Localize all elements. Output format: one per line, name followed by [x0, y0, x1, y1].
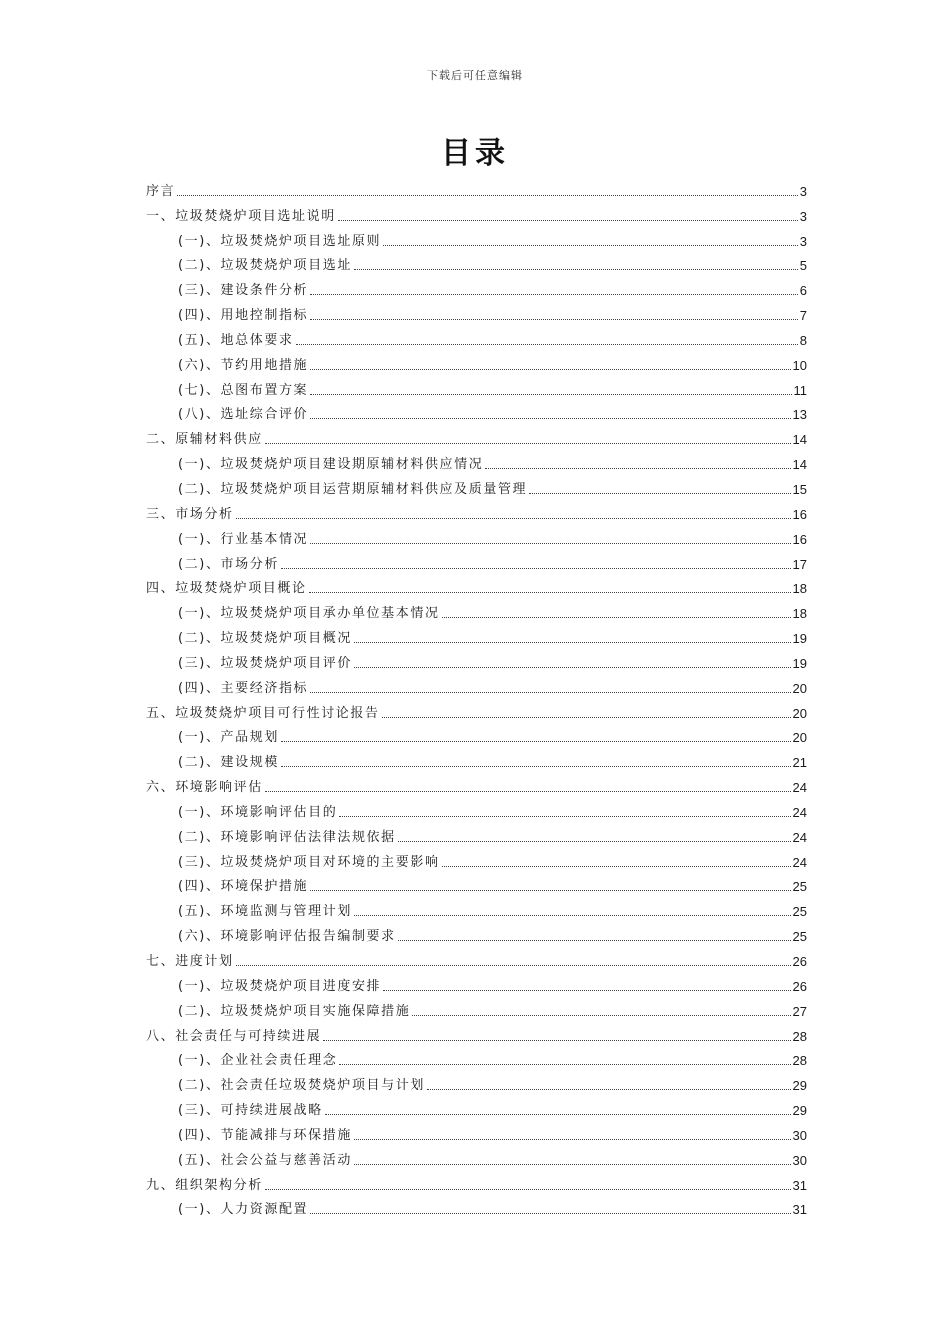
toc-entry[interactable] [146, 548, 807, 573]
toc-entry[interactable] [146, 349, 807, 374]
dot-leader [485, 468, 790, 469]
dot-leader [383, 990, 790, 991]
dot-leader [529, 493, 790, 494]
toc-entry-label: (一)、垃圾焚烧炉项目承办单位基本情况 [178, 606, 440, 622]
toc-entry-page: 26 [792, 954, 807, 969]
dot-leader [281, 741, 791, 742]
toc-entry-label: (五)、地总体要求 [178, 332, 294, 348]
toc-entry[interactable] [146, 722, 807, 747]
toc-entry[interactable] [146, 1144, 807, 1169]
toc-entry-label: (二)、垃圾焚烧炉项目选址 [178, 258, 352, 274]
toc-entry-page: 15 [792, 481, 807, 497]
toc-entry-page: 26 [792, 978, 807, 994]
toc-entry-page: 24 [792, 854, 807, 870]
toc-entry-page: 28 [792, 1053, 807, 1069]
toc-entry-label: (二)、建设规模 [178, 755, 279, 771]
toc-entry[interactable] [146, 647, 807, 672]
toc-entry-page: 14 [792, 432, 807, 448]
toc-entry-label: 九、组织架构分析 [146, 1177, 263, 1193]
toc-entry[interactable] [146, 895, 807, 920]
dot-leader [325, 1114, 791, 1115]
dot-leader [427, 1089, 791, 1090]
toc-title: 目录 [441, 136, 509, 171]
toc-entry-label: (四)、用地控制指标 [178, 308, 309, 324]
dot-leader [412, 1015, 790, 1016]
toc-entry[interactable] [146, 1045, 807, 1070]
toc-entry[interactable] [146, 970, 807, 995]
toc-entry-page: 24 [792, 829, 807, 845]
toc-entry-page: 6 [799, 283, 807, 299]
toc-entry-label: (一)、环境影响评估目的 [178, 804, 338, 820]
toc-entry[interactable] [146, 1094, 807, 1119]
toc-entry-page: 21 [792, 755, 807, 771]
toc-entry-page: 19 [792, 655, 807, 671]
toc-entry[interactable] [146, 374, 807, 399]
dot-leader [354, 915, 791, 916]
toc-entry-page: 25 [792, 929, 807, 945]
dot-leader [354, 667, 791, 668]
dot-leader [398, 841, 791, 842]
toc-entry[interactable] [146, 573, 807, 598]
toc-entry[interactable] [146, 399, 807, 424]
dot-leader [296, 344, 798, 345]
dot-leader [281, 568, 791, 569]
toc-entry-label: (一)、行业基本情况 [178, 531, 309, 547]
dot-leader [310, 890, 790, 891]
toc-entry[interactable] [146, 871, 807, 896]
dot-leader [310, 294, 798, 295]
toc-entry-label: (八)、选址综合评价 [178, 407, 309, 423]
toc-entry-page: 25 [792, 879, 807, 895]
toc-entry[interactable] [146, 995, 807, 1020]
toc-entry-label: (七)、总图布置方案 [178, 382, 309, 398]
toc-entry-page: 29 [792, 1078, 807, 1094]
toc-entry-page: 28 [792, 1028, 807, 1044]
toc-entry-page: 3 [799, 208, 807, 224]
toc-entry-label: (一)、垃圾焚烧炉项目进度安排 [178, 978, 382, 994]
toc-entry-label: (二)、垃圾焚烧炉项目实施保障措施 [178, 1003, 411, 1019]
dot-leader [236, 518, 791, 519]
toc-entry[interactable] [146, 796, 807, 821]
toc-entry-label: 六、环境影响评估 [146, 780, 263, 796]
page-header: 下载后可任意编辑 [427, 69, 523, 82]
toc-entry-label: 五、垃圾焚烧炉项目可行性讨论报告 [146, 705, 380, 721]
dot-leader [310, 394, 791, 395]
toc-entry-page: 18 [792, 606, 807, 622]
toc-entry-page: 10 [792, 357, 807, 373]
toc-entry-label: 八、社会责任与可持续进展 [146, 1028, 322, 1044]
toc-entry[interactable] [146, 274, 807, 299]
toc-entry-page: 5 [799, 258, 807, 274]
toc-entry-page: 24 [792, 780, 807, 796]
dot-leader [310, 418, 790, 419]
toc-entry[interactable] [146, 299, 807, 324]
toc-entry-page: 16 [792, 531, 807, 547]
toc-entry-page: 30 [792, 1152, 807, 1168]
dot-leader [339, 816, 790, 817]
toc-entry-label: (三)、建设条件分析 [178, 283, 309, 299]
toc-entry-label: (二)、市场分析 [178, 556, 279, 572]
toc-entry-page: 13 [792, 407, 807, 423]
dot-leader [281, 766, 791, 767]
toc-entry-page: 31 [792, 1202, 807, 1218]
toc-entry-label: (四)、主要经济指标 [178, 680, 309, 696]
dot-leader [382, 717, 791, 718]
toc-entry-label: 二、原辅材料供应 [146, 432, 263, 448]
toc-entry-page: 30 [792, 1127, 807, 1143]
toc-entry[interactable] [146, 1194, 807, 1219]
toc-entry-page: 25 [792, 904, 807, 920]
toc-entry-page: 3 [799, 233, 807, 249]
toc-entry-label: (五)、环境监测与管理计划 [178, 904, 352, 920]
dot-leader [323, 1040, 790, 1041]
dot-leader [265, 443, 791, 444]
dot-leader [354, 269, 798, 270]
toc-entry[interactable] [146, 1020, 807, 1045]
toc-entry-label: (一)、企业社会责任理念 [178, 1053, 338, 1069]
toc-entry-label: (三)、可持续进展战略 [178, 1103, 323, 1119]
toc-entry-page: 29 [792, 1103, 807, 1119]
dot-leader [310, 543, 790, 544]
toc-entry-label: (四)、节能减排与环保措施 [178, 1127, 352, 1143]
toc-entry[interactable] [146, 423, 807, 448]
toc-entry-label: (一)、垃圾焚烧炉项目建设期原辅材料供应情况 [178, 457, 484, 473]
toc-entry-label: (一)、人力资源配置 [178, 1202, 309, 1218]
dot-leader [310, 369, 790, 370]
toc-entry-label: (二)、垃圾焚烧炉项目运营期原辅材料供应及质量管理 [178, 481, 528, 497]
toc-entry[interactable] [146, 250, 807, 275]
dot-leader [265, 791, 791, 792]
toc-entry-label: (一)、产品规划 [178, 730, 279, 746]
dot-leader [383, 245, 798, 246]
toc-entry-page: 31 [792, 1177, 807, 1193]
toc-entry-label: (四)、环境保护措施 [178, 879, 309, 895]
toc-entry-page: 14 [792, 457, 807, 473]
toc-entry[interactable] [146, 1119, 807, 1144]
toc-entry[interactable] [146, 175, 807, 200]
toc-entry[interactable] [146, 448, 807, 473]
toc-entry[interactable] [146, 473, 807, 498]
toc-entry[interactable] [146, 498, 807, 523]
dot-leader [339, 1064, 790, 1065]
toc-entry-label: (六)、节约用地措施 [178, 357, 309, 373]
toc-entry-label: (五)、社会公益与慈善活动 [178, 1152, 352, 1168]
toc-entry-page: 27 [792, 1003, 807, 1019]
toc-entry[interactable] [146, 672, 807, 697]
toc-entry[interactable] [146, 597, 807, 622]
toc-entry[interactable] [146, 225, 807, 250]
toc-entry[interactable] [146, 1069, 807, 1094]
dot-leader [310, 692, 790, 693]
toc-entry-page: 18 [792, 581, 807, 597]
dot-leader [354, 642, 791, 643]
toc-entry[interactable] [146, 1169, 807, 1194]
toc-entry-page: 17 [792, 556, 807, 572]
toc-entry-page: 20 [792, 680, 807, 696]
toc-entry-page: 3 [799, 183, 807, 199]
toc-entry-page: 11 [793, 382, 807, 398]
toc-entry[interactable] [146, 746, 807, 771]
toc-entry[interactable] [146, 523, 807, 548]
dot-leader [398, 940, 791, 941]
dot-leader [354, 1164, 791, 1165]
toc-entry-page: 8 [799, 332, 807, 348]
toc-entry[interactable] [146, 821, 807, 846]
toc-entry-page: 7 [799, 308, 807, 324]
toc-entry-label: (三)、垃圾焚烧炉项目评价 [178, 655, 352, 671]
toc-entry-label: (六)、环境影响评估报告编制要求 [178, 929, 396, 945]
toc-entry-label: 七、进度计划 [146, 954, 234, 969]
toc-entry-label: 一、垃圾焚烧炉项目选址说明 [146, 208, 336, 224]
toc-entry-label: (三)、垃圾焚烧炉项目对环境的主要影响 [178, 854, 440, 870]
toc-entry-page: 16 [792, 506, 807, 522]
dot-leader [310, 1213, 790, 1214]
dot-leader [310, 319, 798, 320]
toc-entry[interactable] [146, 622, 807, 647]
dot-leader [354, 1139, 791, 1140]
table-of-contents [146, 175, 807, 1218]
toc-entry-label: (二)、社会责任垃圾焚烧炉项目与计划 [178, 1078, 425, 1094]
toc-entry[interactable] [146, 846, 807, 871]
dot-leader [309, 592, 791, 593]
toc-entry-label: 三、市场分析 [146, 506, 234, 522]
toc-entry[interactable] [146, 200, 807, 225]
dot-leader [177, 195, 798, 196]
dot-leader [265, 1189, 791, 1190]
toc-entry-label: (二)、垃圾焚烧炉项目概况 [178, 631, 352, 647]
toc-entry[interactable] [146, 771, 807, 796]
toc-entry-page: 20 [792, 705, 807, 721]
toc-entry[interactable] [146, 324, 807, 349]
dot-leader [442, 617, 791, 618]
toc-entry[interactable] [146, 920, 807, 945]
toc-entry-label: (二)、环境影响评估法律法规依据 [178, 829, 396, 845]
toc-entry-label: 序言 [146, 183, 176, 199]
toc-entry[interactable] [146, 697, 807, 722]
toc-entry-page: 19 [792, 631, 807, 647]
toc-entry-label: (一)、垃圾焚烧炉项目选址原则 [178, 233, 382, 249]
toc-entry-page: 24 [792, 804, 807, 820]
toc-entry[interactable] [146, 945, 807, 970]
dot-leader [338, 220, 798, 221]
toc-entry-label: 四、垃圾焚烧炉项目概论 [146, 581, 307, 597]
toc-entry-page: 20 [792, 730, 807, 746]
dot-leader [442, 866, 791, 867]
dot-leader [236, 965, 791, 966]
